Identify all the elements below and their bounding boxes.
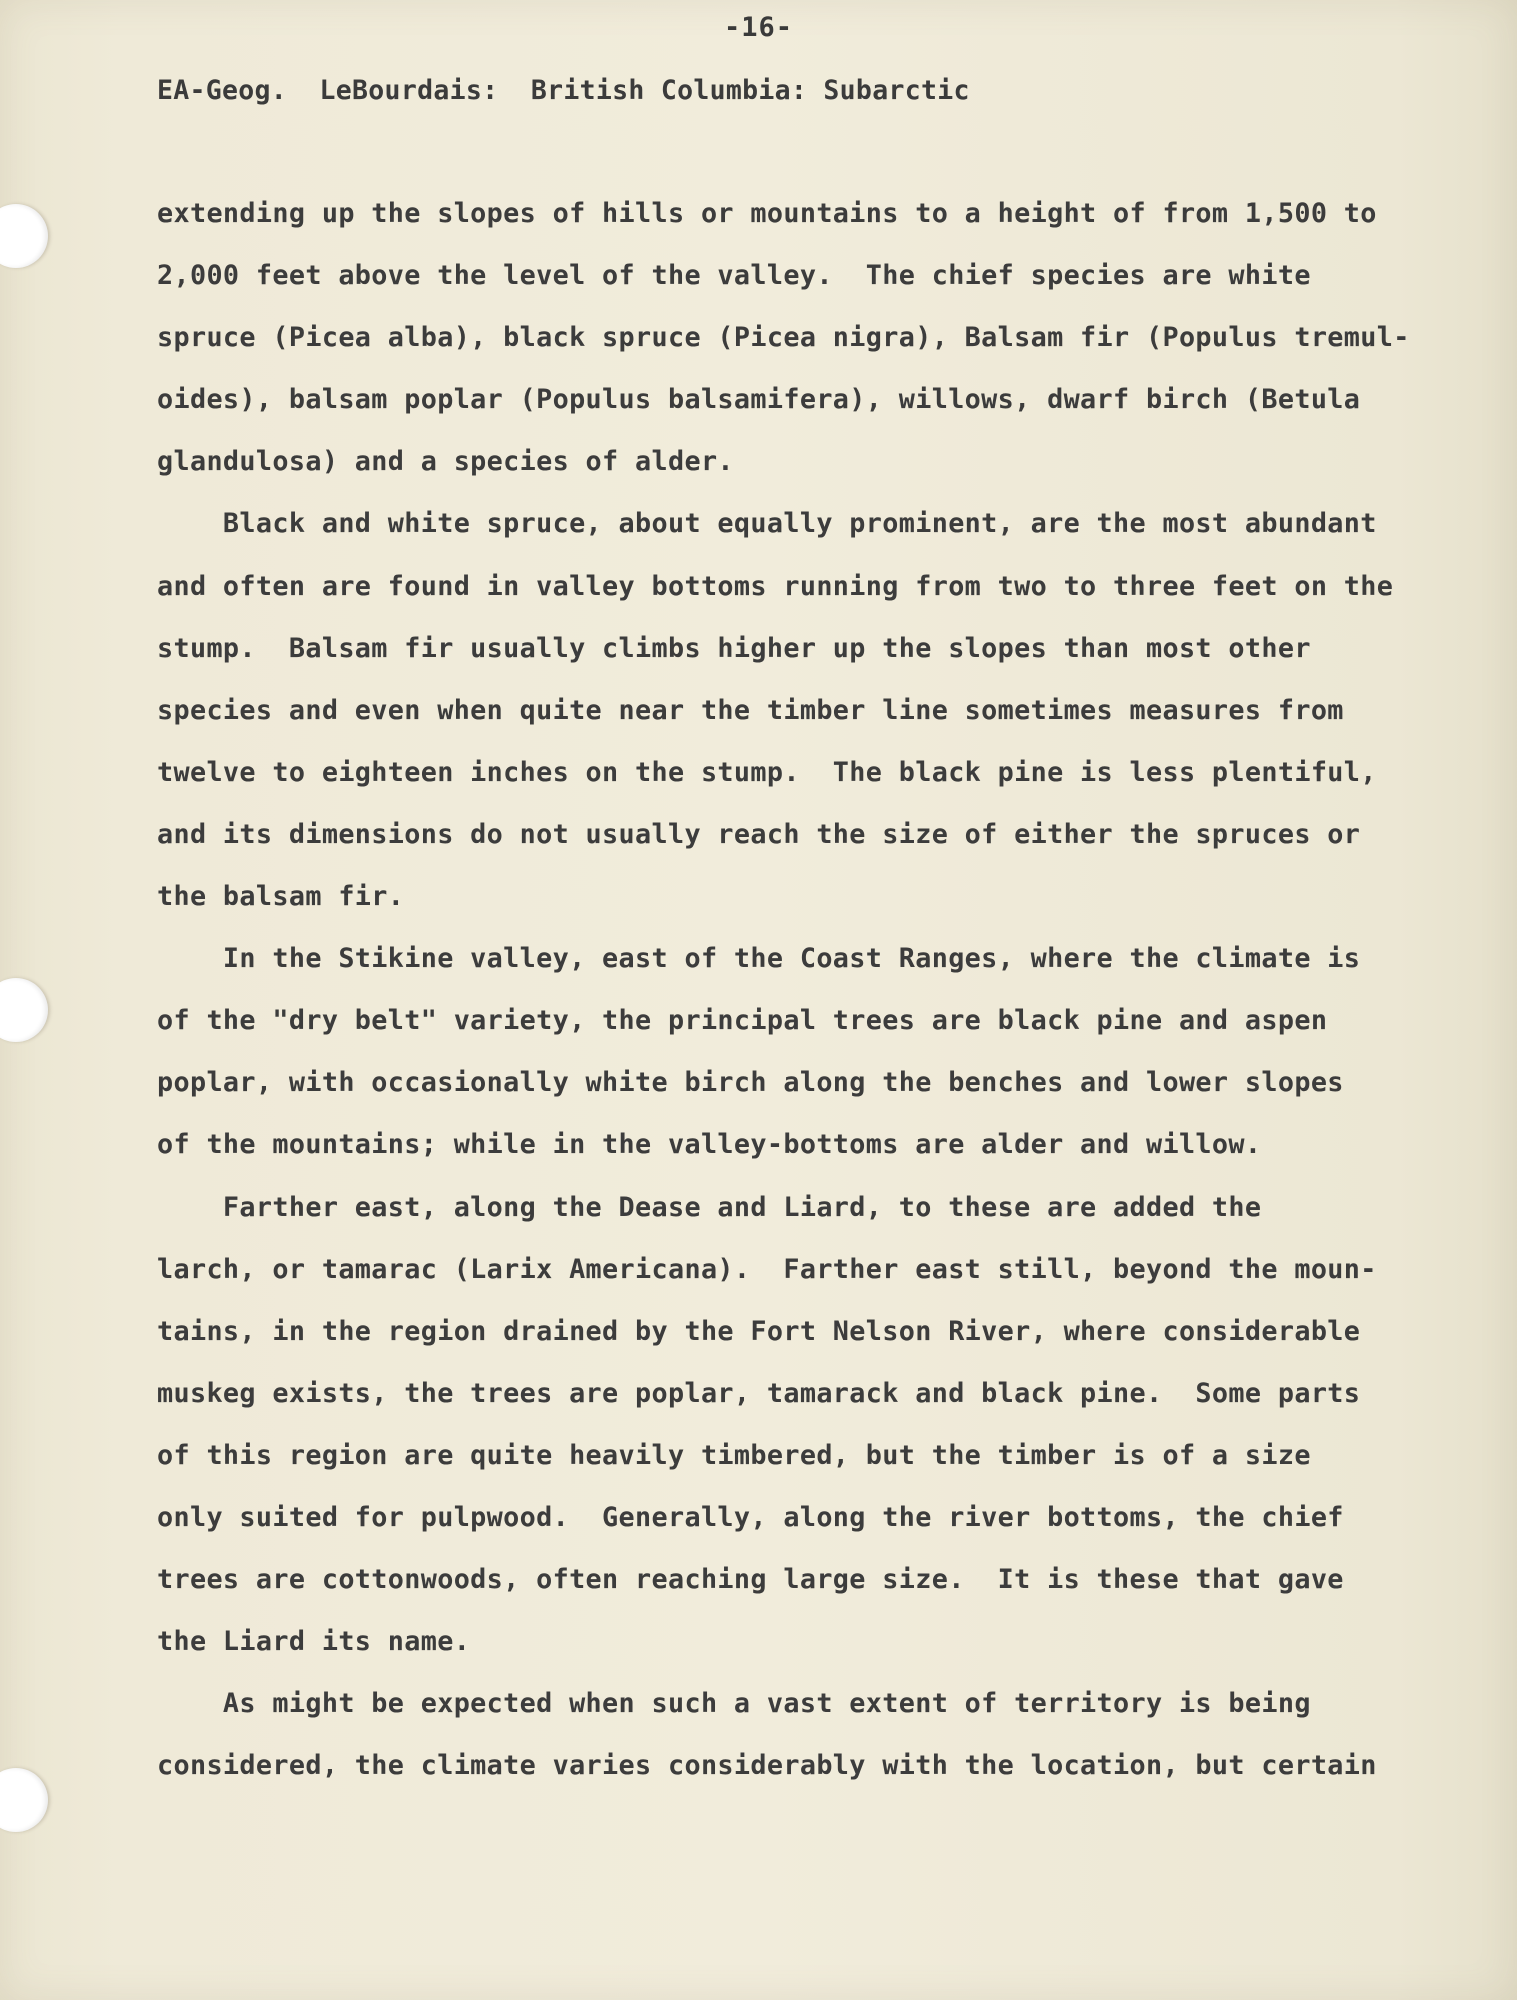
text-line: Farther east, along the Dease and Liard, to these are added the xyxy=(157,1191,1262,1223)
text-line: oides), balsam poplar (Populus balsamifera), willows, dwarf birch (Betula xyxy=(157,384,1361,416)
punch-hole xyxy=(0,1768,48,1832)
running-header: EA-Geog. LeBourdais: British Columbia: Subarctic xyxy=(157,75,970,106)
text-line: the balsam fir. xyxy=(157,881,405,913)
page-number: -16- xyxy=(723,12,794,43)
text-line: twelve to eighteen inches on the stump. The black pine is less plentiful, xyxy=(157,756,1377,788)
text-line: species and even when quite near the timber line sometimes measures from xyxy=(157,694,1344,726)
text-line: the Liard its name. xyxy=(157,1626,471,1658)
text-line: glandulosa) and a species of alder. xyxy=(157,446,734,478)
body-text xyxy=(157,196,1410,1810)
text-line: considered, the climate varies considerably with the location, but certain xyxy=(157,1750,1377,1782)
text-line: 2,000 feet above the level of the valley. The chief species are white xyxy=(157,260,1311,292)
text-line: of the mountains; while in the valley-bottoms are alder and willow. xyxy=(157,1129,1262,1161)
text-line: stump. Balsam fir usually climbs higher up the slopes than most other xyxy=(157,632,1311,664)
text-line: of this region are quite heavily timbered, but the timber is of a size xyxy=(157,1439,1311,1471)
punch-hole xyxy=(0,204,48,268)
text-line: As might be expected when such a vast extent of territory is being xyxy=(157,1688,1311,1720)
text-line: of the "dry belt" variety, the principal trees are black pine and aspen xyxy=(157,1005,1328,1037)
text-line: Black and white spruce, about equally prominent, are the most abundant xyxy=(157,508,1377,540)
text-line: spruce (Picea alba), black spruce (Picea nigra), Balsam fir (Populus tremul- xyxy=(157,322,1410,354)
text-line: poplar, with occasionally white birch along the benches and lower slopes xyxy=(157,1067,1344,1099)
text-line: larch, or tamarac (Larix Americana). Farther east still, beyond the moun- xyxy=(157,1253,1377,1285)
text-line: In the Stikine valley, east of the Coast Ranges, where the climate is xyxy=(157,943,1361,975)
text-line: tains, in the region drained by the Fort Nelson River, where considerable xyxy=(157,1315,1361,1347)
text-line: extending up the slopes of hills or mountains to a height of from 1,500 to xyxy=(157,198,1377,229)
text-line: muskeg exists, the trees are poplar, tamarack and black pine. Some parts xyxy=(157,1377,1361,1409)
text-line: and often are found in valley bottoms running from two to three feet on the xyxy=(157,570,1394,602)
text-line: and its dimensions do not usually reach the size of either the spruces or xyxy=(157,818,1361,850)
punch-hole xyxy=(0,978,48,1042)
text-line: only suited for pulpwood. Generally, along the river bottoms, the chief xyxy=(157,1501,1344,1533)
text-line: trees are cottonwoods, often reaching large size. It is these that gave xyxy=(157,1564,1344,1596)
